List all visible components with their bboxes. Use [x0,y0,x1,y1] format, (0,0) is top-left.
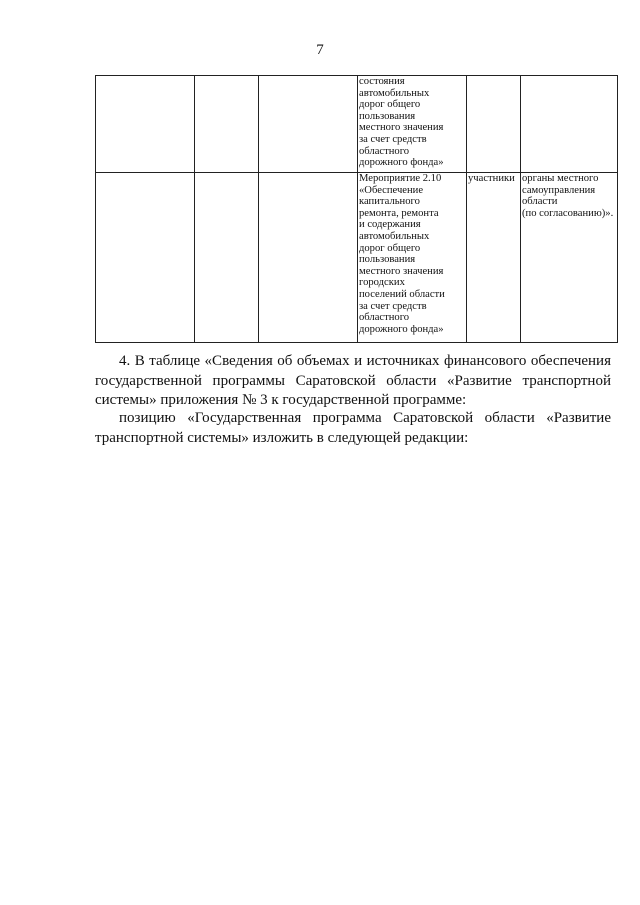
table-cell [259,173,358,343]
table-cell [96,76,195,173]
table-row [96,173,618,343]
table-cell-participants [467,173,521,343]
paragraph-position-text: позицию «Государственная программа Саратовской области «Развитие транспортной системы» изложить в следующей редакции: [95,410,611,446]
measure-text: состояния автомобильных дорог общего пользования местного значения за счет средств областного дорожного фонда» [359,76,444,169]
page-number: 7 [316,42,324,58]
table-cell [521,76,618,173]
table-cell [195,76,259,173]
table-cell-measure [358,76,467,173]
table-cell [259,76,358,173]
paragraph-item-4: 4. В таблице «Сведения об объемах и источниках финансового обеспечения государственной программы Саратовской области «Развитие транспортной системы» приложения № 3 к государственной программе: [95,353,611,408]
measure-text: Мероприятие 2.10 «Обеспечение капитального ремонта, ремонта и содержания автомобильных дорог общего пользования местного значения городских поселений области за счет средств областного дорожного фонда» [359,173,445,335]
table-cell [96,173,195,343]
table-cell [467,76,521,173]
table-row [96,76,618,173]
table-cell [195,173,259,343]
program-measures-table [95,75,618,343]
table-cell-measure [358,173,467,343]
executors-text: органы местного самоуправления области (по согласованию)». [522,173,614,219]
participants-text: участники [468,173,515,184]
table-cell-executors [521,173,618,343]
